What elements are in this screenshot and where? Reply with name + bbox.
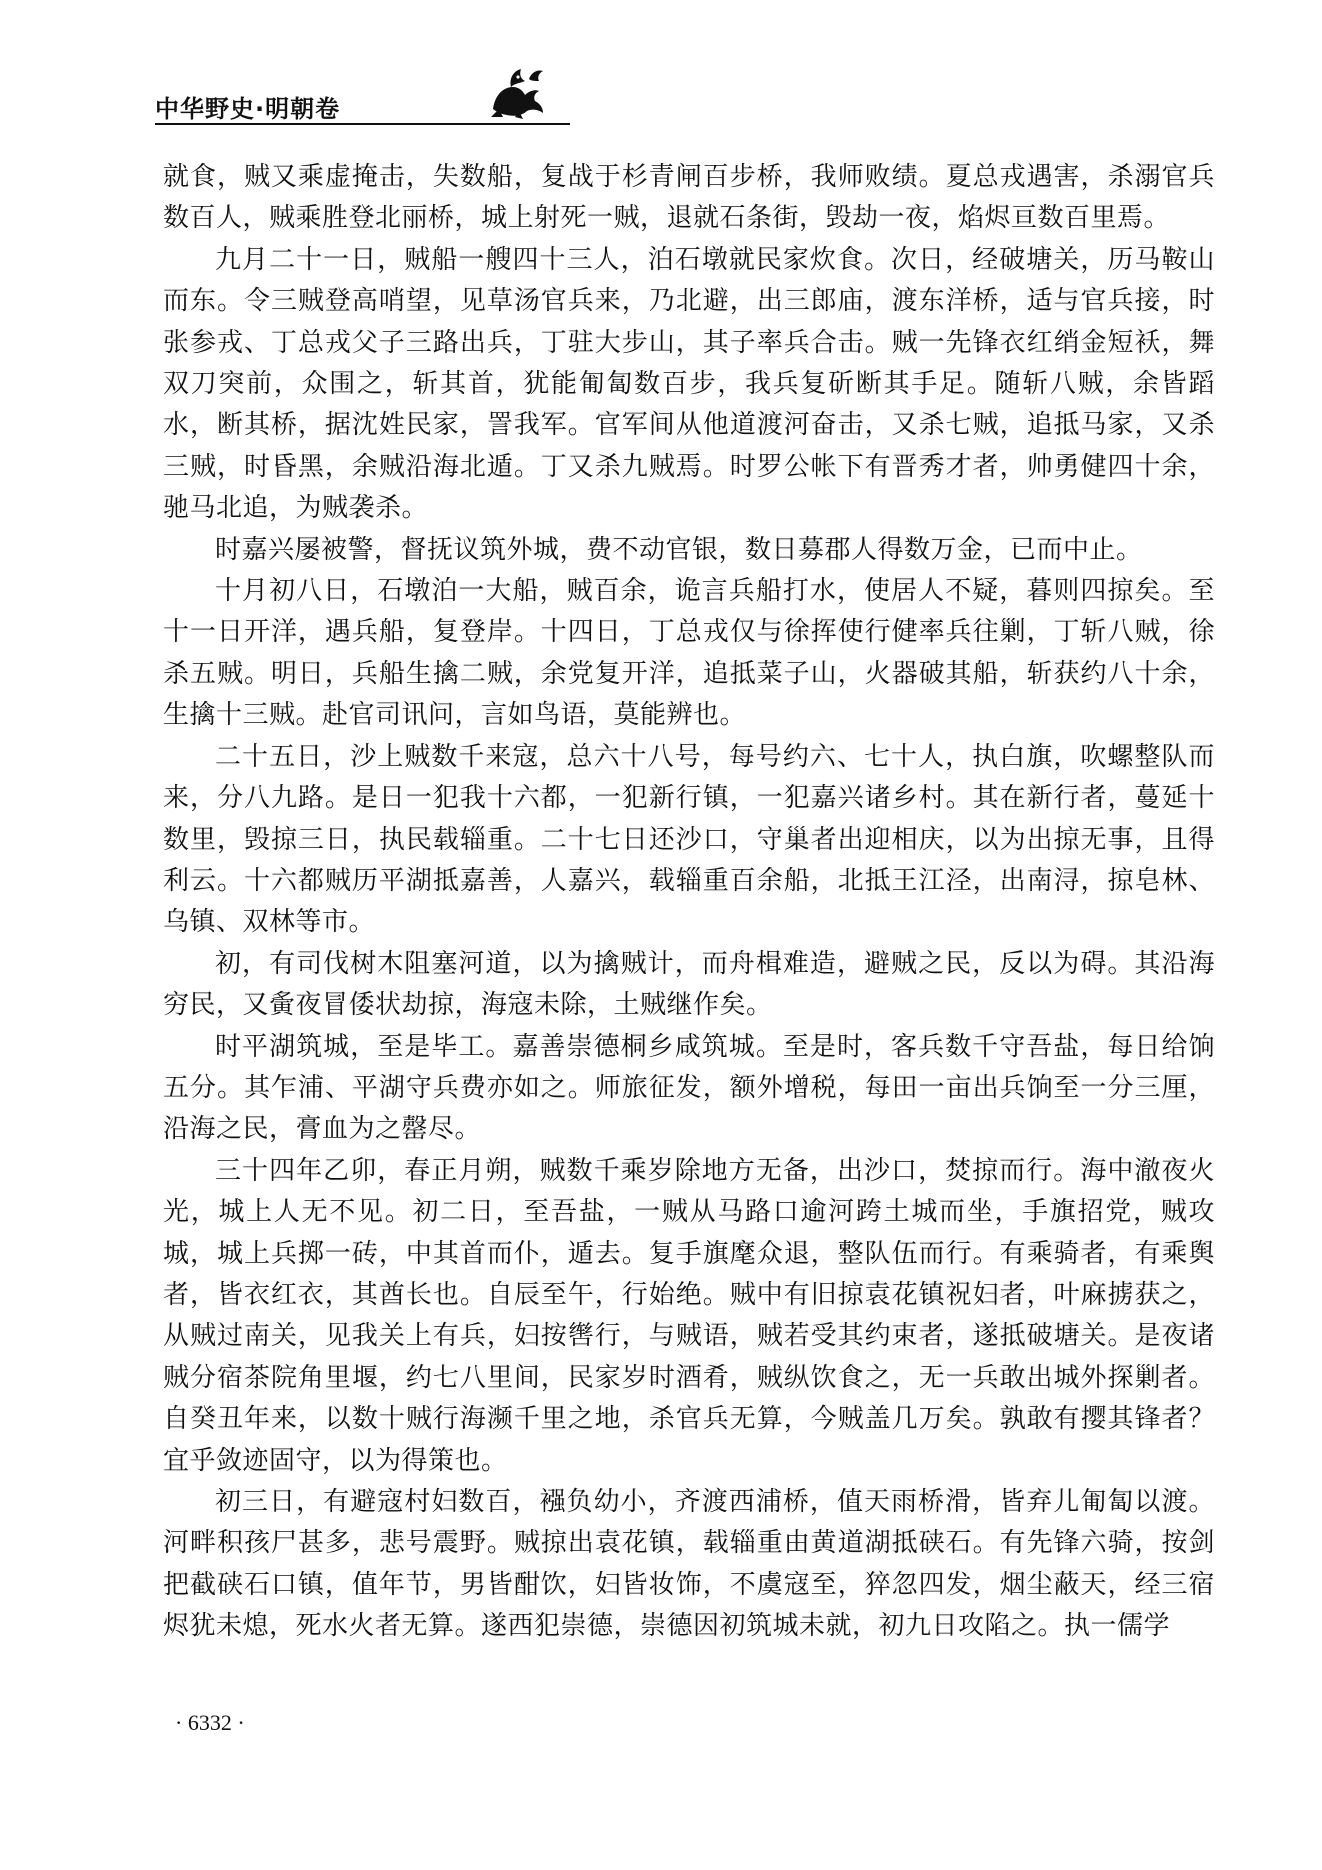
paragraph: 二十五日，沙上贼数千来寇，总六十八号，每号约六、七十人，执白旗，吹螺整队而来，分八九路。是日一犯我十六都，一犯新行镇，一犯嘉兴诸乡村。其在新行者，蔓延十数里，毁掠三日，执民载辎重。二十七日还沙口，守巢者出迎相庆，以为出掠无事，且得利云。十六都贼历平湖抵嘉善，人嘉兴，载辎重百余船，北抵王江泾，出南浔，掠皂林、乌镇、双林等市。 (163, 741, 1215, 938)
paragraph: 就食，贼又乘虚掩击，失数船，复战于杉青闸百步桥，我师败绩。夏总戎遇害，杀溺官兵数百人，贼乘胜登北丽桥，城上射死一贼，退就石条街，毁劫一夜，焰烬亘数百里焉。 (163, 162, 1215, 234)
paragraph: 三十四年乙卯，春正月朔，贼数千乘岁除地方无备，出沙口，焚掠而行。海中澈夜火光，城上人无不见。初二日，至吾盐，一贼从马路口逾河跨土城而坐，手旗招党，贼攻城，城上兵掷一砖，中其首而仆，遁去。复手旗麾众退，整队伍而行。有乘骑者，有乘舆者，皆衣红衣，其酋长也。自辰至午，行始绝。贼中有旧掠袁花镇祝妇者，叶麻掳获之，从贼过南关，见我关上有兵，妇按辔行，与贼语，贼若受其约束者，遂抵破塘关。是夜诸贼分宿茶院角里堰，约七八里间，民家岁时酒肴，贼纵饮食之，无一兵敢出城外探剿者。自癸丑年来，以数十贼行海濒千里之地，杀官兵无算，今贼盖几万矣。孰敢有撄其锋者？宜乎敛迹固守，以为得策也。 (163, 1155, 1215, 1476)
paragraph: 初，有司伐树木阻塞河道，以为擒贼计，而舟楫难造，避贼之民，反以为碍。其沿海穷民，又夤夜冒倭状劫掠，海寇未除，土贼继作矣。 (163, 948, 1215, 1021)
body-text (163, 157, 1215, 1648)
page-number: · 6332 · (175, 1710, 245, 1735)
paragraph: 时嘉兴屡被警，督抚议筑外城，费不动官银，数日募郡人得数万金，已而中止。 (215, 534, 1143, 565)
paragraph: 九月二十一日，贼船一艘四十三人，泊石墩就民家炊食。次日，经破塘关，历马鞍山而东。令三贼登高哨望，见草汤官兵来，乃北避，出三郎庙，渡东洋桥，适与官兵接，时张参戎、丁总戎父子三路出兵，丁驻大步山，其子率兵合击。贼一先锋衣红绡金短袄，舞双刀突前，众围之，斩其首，犹能匍匐数百步，我兵复斫断其手足。随斩八贼，余皆蹈水，断其桥，据沈姓民家，詈我军。官军间从他道渡河奋击，又杀七贼，追抵马家，又杀三贼，时昏黑，余贼沿海北遁。丁又杀九贼焉。时罗公帐下有晋秀才者，帅勇健四十余，驰马北追，为贼袭杀。 (163, 244, 1215, 524)
book-title: 中华野史·明朝卷 (155, 95, 341, 123)
paragraph: 初三日，有避寇村妇数百，襁负幼小，齐渡西浦桥，值天雨桥滑，皆弃儿匍匐以渡。河畔积孩尸甚多，悲号震野。贼掠出袁花镇，载辎重由黄道湖抵硖石。有先锋六骑，按剑把截硖石口镇，值年节，男皆酣饮，妇皆妆饰，不虞寇至，猝忽四发，烟尘蔽天，经三宿烬犹未熄，死水火者无算。遂西犯崇德，崇德因初筑城未就，初九日攻陷之。执一儒学 (163, 1487, 1215, 1642)
running-header (155, 65, 575, 125)
header-rule (155, 123, 570, 125)
paragraph: 十月初八日，石墩泊一大船，贼百余，诡言兵船打水，使居人不疑，暮则四掠矣。至十一日开洋，遇兵船，复登岸。十四日，丁总戎仅与徐挥使行健率兵往剿，丁斩八贼，徐杀五贼。明日，兵船生擒二贼，余党复开洋，追抵菜子山，火器破其船，斩获约八十余，生擒十三贼。赴官司讯问，言如鸟语，莫能辨也。 (163, 576, 1215, 731)
paragraph: 时平湖筑城，至是毕工。嘉善崇德桐乡咸筑城。至是时，客兵数千守吾盐，每日给饷五分。其乍浦、平湖守兵费亦如之。师旅征发，额外增税，每田一亩出兵饷至一分三厘，沿海之民，膏血为之罄尽。 (163, 1031, 1215, 1145)
dragon-icon (485, 65, 551, 121)
